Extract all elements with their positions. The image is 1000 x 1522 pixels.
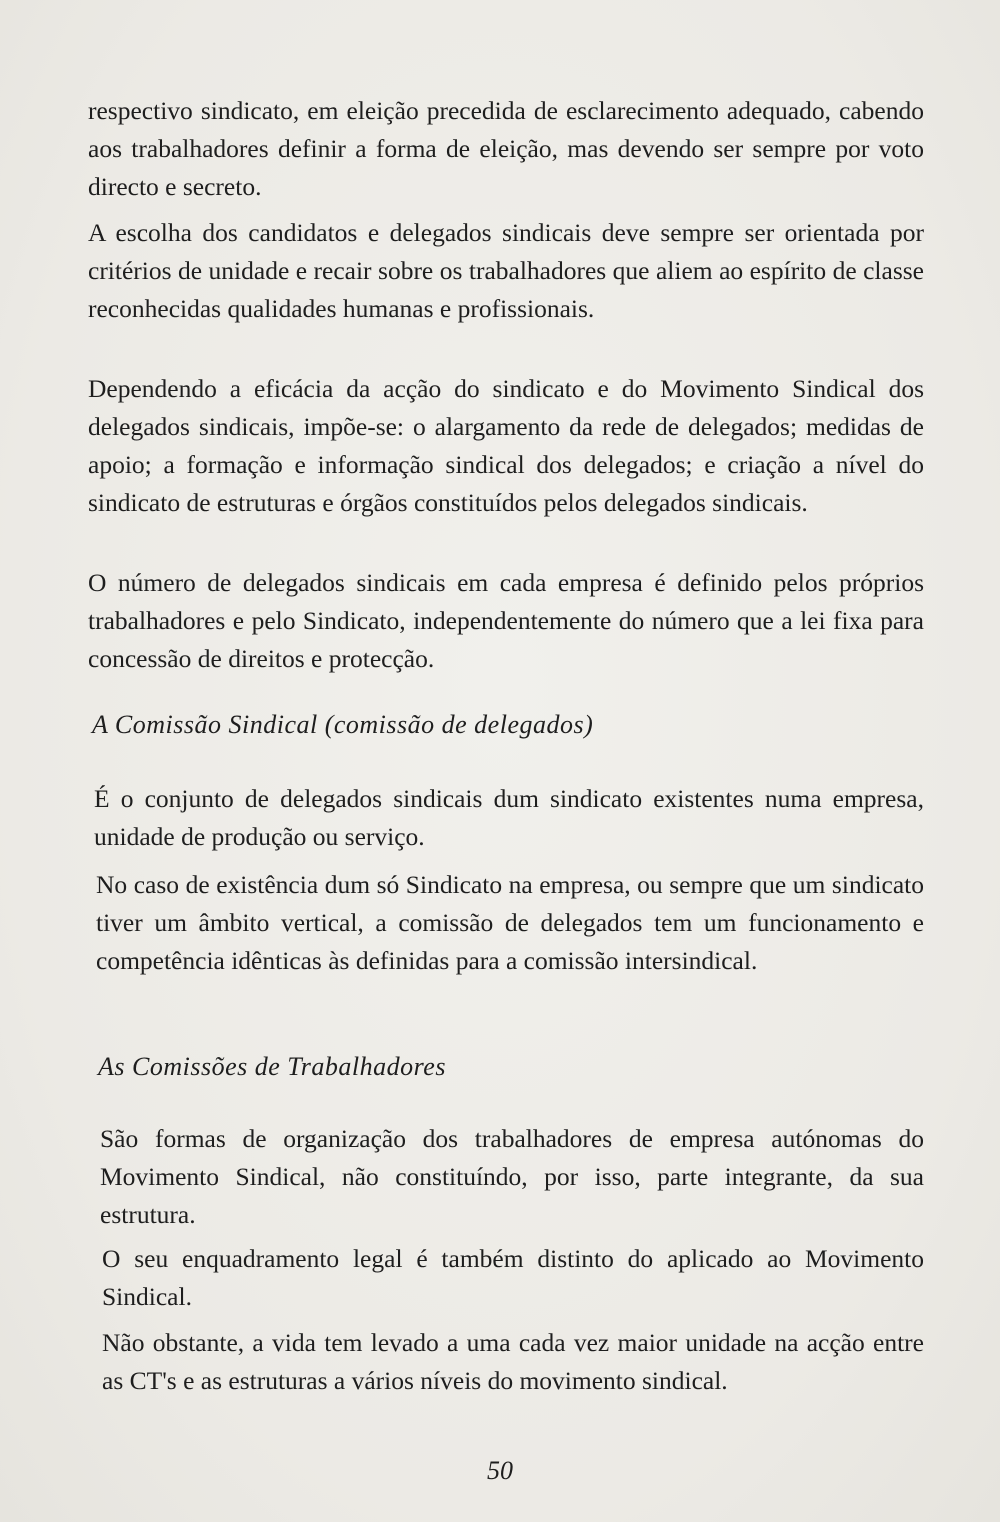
paragraph-existencia-sindicato: No caso de existência dum só Sindicato na empresa, ou sempre que um sindicato tiver um âmbito vertical, a comissão de delegados tem um funcionamento e competência idênticas às definidas para a comissão intersindical. [96,870,924,975]
heading-comissao-sindical: A Comissão Sindical (comissão de delegados) [92,710,594,739]
paragraph-nao-obstante: Não obstante, a vida tem levado a uma cada vez maior unidade na acção entre as CT's e as estruturas a vários níveis do movimento sindical. [102,1328,924,1395]
paragraph-numero-delegados: O número de delegados sindicais em cada empresa é definido pelos próprios trabalhadores e pelo Sindicato, independentemente do número que a lei fixa para concessão de direitos e protecção. [88,568,924,673]
page-number: 50 [487,1456,513,1485]
paragraph-conjunto-delegados: É o conjunto de delegados sindicais dum sindicato existentes numa empresa, unidade de produção ou serviço. [94,784,924,851]
paragraph-eficacia-delegados: Dependendo a eficácia da acção do sindicato e do Movimento Sindical dos delegados sindicais, impõe-se: o alargamento da rede de delegados; medidas de apoio; a formação e informação sindical dos delegados; e criação a nível do sindicato de estruturas e órgãos constituídos pelos delegados sindicais. [88,374,924,517]
heading-comissoes-trabalhadores: As Comissões de Trabalhadores [98,1052,446,1081]
paragraph-escolha-candidatos: A escolha dos candidatos e delegados sindicais deve sempre ser orientada por critérios de unidade e recair sobre os trabalhadores que aliem ao espírito de classe reconhecidas qualidades humanas e profissionais. [88,218,924,323]
paragraph-eleicao: respectivo sindicato, em eleição precedida de esclarecimento adequado, cabendo aos trabalhadores definir a forma de eleição, mas devendo ser sempre por voto directo e secreto. [88,96,924,201]
paragraph-formas-organizacao: São formas de organização dos trabalhadores de empresa autónomas do Movimento Sindical, não constituíndo, por isso, parte integrante, da sua estrutura. [100,1124,924,1229]
paragraph-enquadramento-legal: O seu enquadramento legal é também distinto do aplicado ao Movimento Sindical. [102,1244,924,1311]
